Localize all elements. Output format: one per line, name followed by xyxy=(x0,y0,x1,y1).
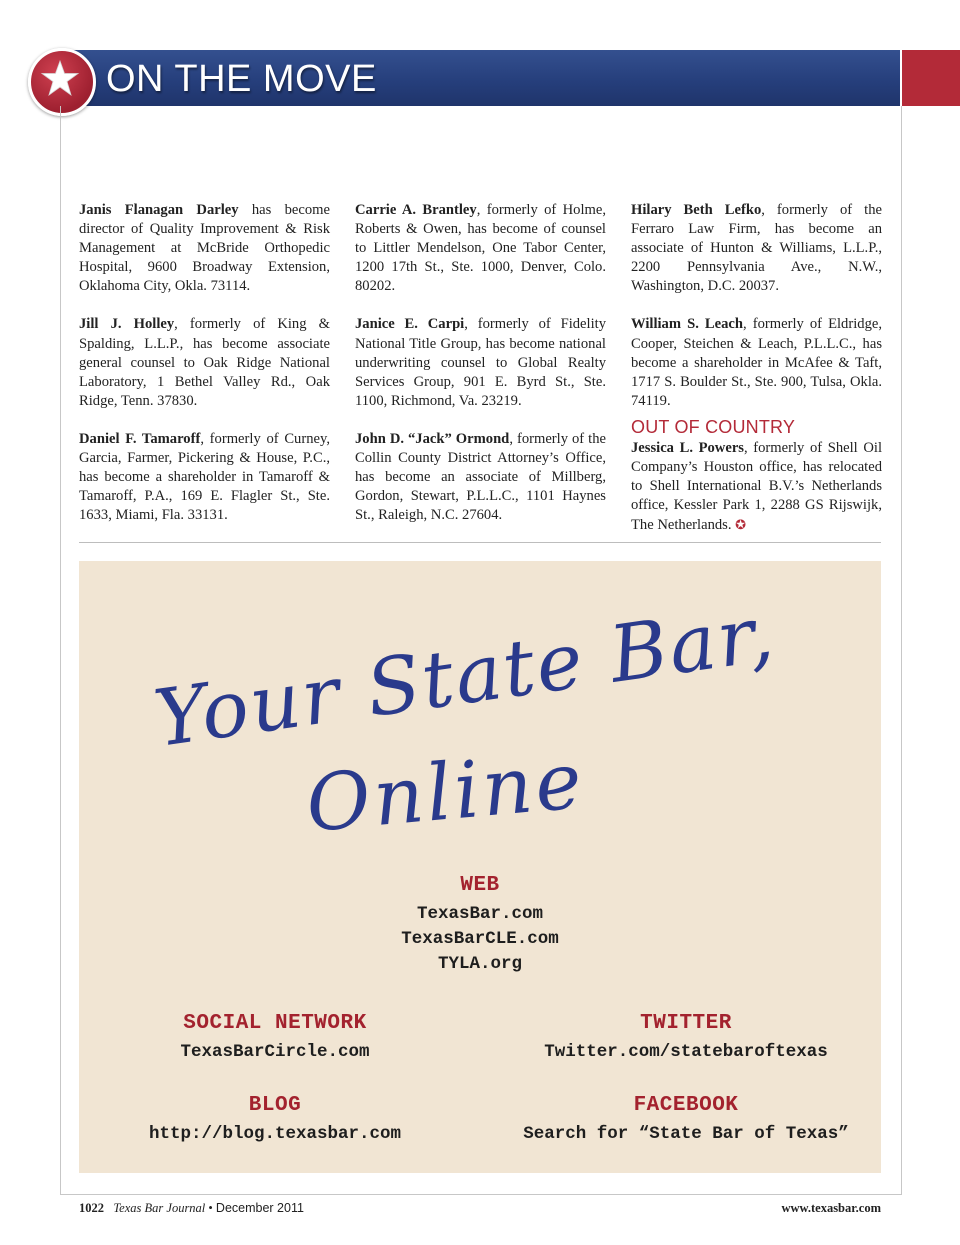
headline-line-1: Your State Bar, xyxy=(149,588,781,765)
entry-jessica-powers xyxy=(631,439,882,535)
promo-box xyxy=(79,561,881,1173)
entry-text: , formerly of Shell Oil Company’s Houston office, has relocated to Shell International B.V.’s Netherlands office, Kessler Park 1, 2288 GS Rijswijk, The Netherlands. xyxy=(631,439,882,534)
entry-name: Janice E. Carpi xyxy=(355,316,465,333)
entry-name: Daniel F. Tamaroff xyxy=(79,430,201,447)
web-link-texasbar[interactable]: TexasBar.com xyxy=(416,904,544,924)
footer-website[interactable]: www.texasbar.com xyxy=(781,1201,881,1215)
entry-name: Hilary Beth Lefko xyxy=(631,202,762,218)
entry-name: John D. “Jack” Ormond xyxy=(355,430,510,447)
column-1 xyxy=(79,201,330,544)
entry-text: , formerly of Curney, Garcia, Farmer, Pickering & House, P.C., has become a shareholder in Tamaroff & Tamaroff, P.A., 169 E. Flagler St., Ste. 1633, Miami, Fla. 33131. xyxy=(79,430,330,524)
entry-name: Carrie A. Brantley xyxy=(355,202,477,218)
twitter-link[interactable]: Twitter.com/statebaroftexas xyxy=(544,1042,828,1062)
section-divider xyxy=(79,542,881,543)
entry-name: William S. Leach xyxy=(631,316,744,333)
entry-john-ormond xyxy=(355,430,606,525)
page-number: 1022 xyxy=(79,1201,104,1215)
star-end-mark-icon: ✪ xyxy=(735,517,747,533)
entry-daniel-tamaroff xyxy=(79,430,330,525)
entry-text: , formerly of King & Spalding, L.L.P., has become associate general counsel to Oak Ridge National Laboratory, 1 Bethel Valley Rd., Oak Ridge, Tenn. 37830. xyxy=(79,316,330,409)
entry-text: , formerly of Eldridge, Cooper, Steichen & Leach, P.L.L.C., has become a shareholder in McAfee & Taft, 1717 S. Boulder St., Ste. 900, Tulsa, Okla. 74119. xyxy=(631,316,882,409)
column-2 xyxy=(355,201,606,544)
subheading-out-of-country: OUT OF COUNTRY xyxy=(631,416,796,437)
social-network-link[interactable]: TexasBarCircle.com xyxy=(180,1042,370,1062)
web-link-tyla[interactable]: TYLA.org xyxy=(437,954,522,974)
twitter-heading: TWITTER xyxy=(640,1012,732,1035)
web-link-texasbarcle[interactable]: TexasBarCLE.com xyxy=(401,929,559,949)
entry-text: , formerly of Fidelity National Title Group, has become national underwriting counsel to Global Realty Services Group, 901 E. Byrd St., Ste. 1100, Richmond, Va. 23219. xyxy=(355,316,606,409)
blog-heading: BLOG xyxy=(248,1094,302,1117)
entry-hilary-lefko xyxy=(631,201,882,296)
headline-line-2: Online xyxy=(302,735,589,850)
entry-william-leach xyxy=(631,315,882,410)
journal-name: Texas Bar Journal xyxy=(113,1201,206,1215)
page-footer-left xyxy=(79,1201,304,1216)
section-banner xyxy=(0,50,960,106)
column-3 xyxy=(631,201,882,554)
facebook-search-text: Search for “State Bar of Texas” xyxy=(523,1124,849,1144)
entry-text: has become director of Quality Improvement & Risk Management at McBride Orthopedic Hospital, 9600 Broadway Extension, Oklahoma City, Okla. 73114. xyxy=(79,202,330,295)
entry-text: , formerly of the Collin County District Attorney’s Office, has become an associate of Millberg, Gordon, Stewart, P.L.L.C., 1101 Haynes St., Raleigh, N.C. 27604. xyxy=(355,430,606,524)
entry-name: Janis Flanagan Darley xyxy=(79,202,239,218)
entry-name: Jill J. Holley xyxy=(79,316,175,333)
entry-janis-darley xyxy=(79,201,330,296)
facebook-heading: FACEBOOK xyxy=(633,1094,739,1117)
entry-text: , formerly of Holme, Roberts & Owen, has become of counsel to Littler Mendelson, One Tabor Center, 1200 17th St., Ste. 1000, Denver, Colo. 80202. xyxy=(355,202,606,295)
handwritten-headline xyxy=(79,561,881,861)
entry-carrie-brantley xyxy=(355,201,606,296)
section-title: ON THE MOVE xyxy=(106,58,377,100)
banner-red-band xyxy=(902,50,960,106)
issue-date: December 2011 xyxy=(215,1201,304,1215)
blog-link[interactable]: http://blog.texasbar.com xyxy=(148,1124,402,1144)
entry-text: , formerly of the Ferraro Law Firm, has become an associate of Hunton & Williams, L.L.P., 2200 Pennsylvania Ave., N.W., Washington, D.C. 20037. xyxy=(631,202,882,295)
web-heading: WEB xyxy=(460,874,500,897)
footer-separator: • xyxy=(208,1201,213,1215)
entry-janice-carpi xyxy=(355,315,606,410)
social-network-heading: SOCIAL NETWORK xyxy=(183,1012,367,1035)
entry-name: Jessica L. Powers xyxy=(631,439,744,456)
star-icon xyxy=(40,59,80,99)
entry-jill-holley xyxy=(79,315,330,410)
